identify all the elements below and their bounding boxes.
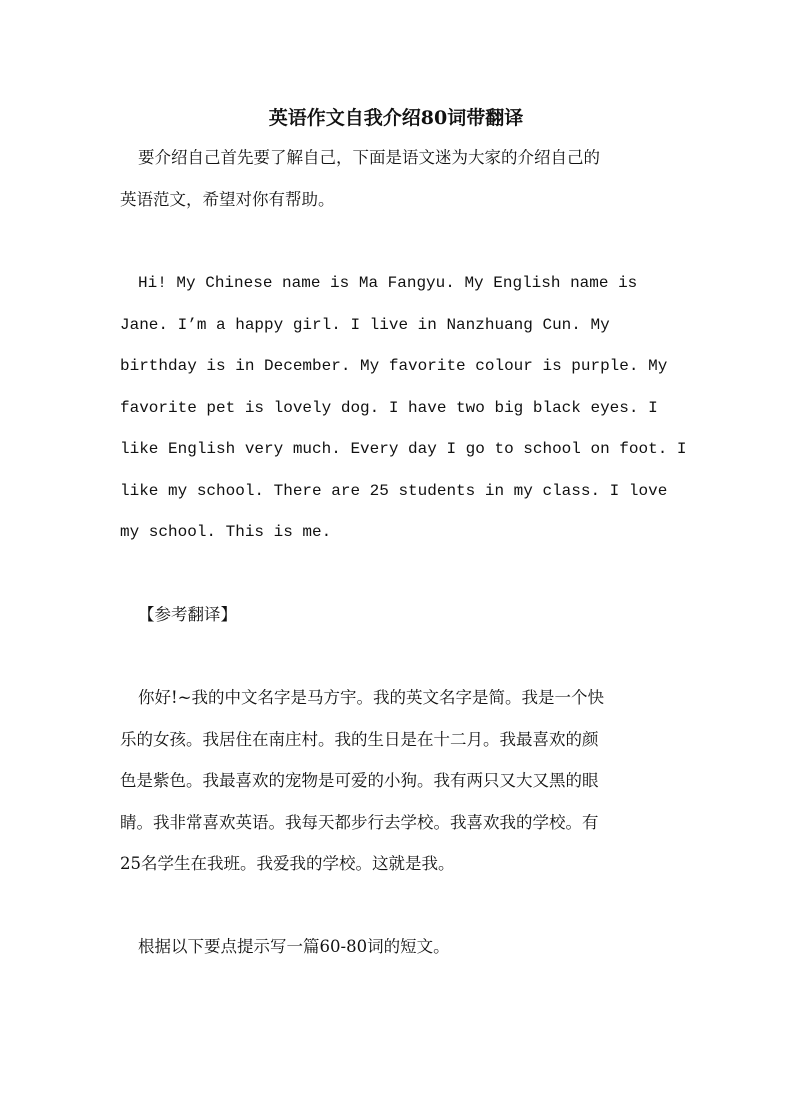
translation-line-1: 你好!~我的中文名字是马方宇。我的英文名字是简。我是一个快 (138, 688, 604, 707)
english-line-6: like my school. There are 25 students in my class. I love (120, 482, 668, 500)
english-line-3: birthday is in December. My favorite colour is purple. My (120, 357, 668, 375)
document-title: 英语作文自我介绍80词带翻译 (268, 107, 524, 129)
translation-line-3: 色是紫色。我最喜欢的宠物是可爱的小狗。我有两只又大又黑的眼 (120, 771, 599, 790)
translation-line-4: 睛。我非常喜欢英语。我每天都步行去学校。我喜欢我的学校。有 (120, 813, 599, 832)
intro-line-1: 要介绍自己首先要了解自己，下面是语文迷为大家的介绍自己的 (138, 148, 600, 167)
english-line-2: Jane. I’m a happy girl. I live in Nanzhuang Cun. My (120, 316, 610, 334)
english-line-1: Hi! My Chinese name is Ma Fangyu. My English name is (138, 274, 638, 292)
english-line-7: my school. This is me. (120, 523, 332, 541)
translation-heading: 【参考翻译】 (138, 605, 237, 624)
translation-line-5: 25名学生在我班。我爱我的学校。这就是我。 (120, 854, 455, 873)
english-line-5: like English very much. Every day I go to school on foot. I (120, 440, 687, 458)
intro-line-2: 英语范文，希望对你有帮助。 (120, 190, 335, 209)
english-line-4: favorite pet is lovely dog. I have two big black eyes. I (120, 399, 658, 417)
prompt-line: 根据以下要点提示写一篇60-80词的短文。 (138, 937, 450, 956)
translation-line-2: 乐的女孩。我居住在南庄村。我的生日是在十二月。我最喜欢的颜 (120, 730, 599, 749)
